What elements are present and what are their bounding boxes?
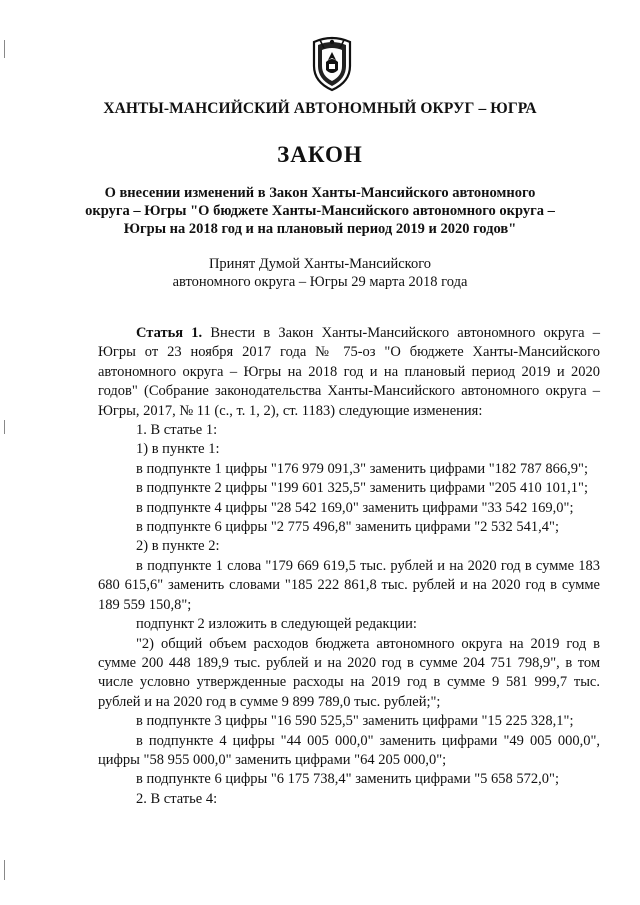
law-title-line: округа – Югры "О бюджете Ханты-Мансийского автономного округа – — [85, 203, 555, 219]
scan-edge-mark — [4, 420, 5, 434]
paragraph: 2) в пункте 2: — [136, 538, 220, 555]
law-title — [80, 184, 560, 238]
paragraph: в подпункте 3 цифры "16 590 525,5" заменить цифрами "15 225 328,1"; — [136, 713, 574, 730]
paragraph: в подпункте 6 цифры "2 775 496,8" заменить цифрами "2 532 541,4"; — [136, 519, 559, 536]
article-label: Статья 1. — [136, 325, 203, 341]
coat-of-arms-icon — [310, 36, 354, 92]
paragraph: 2. В статье 4: — [136, 790, 218, 807]
paragraph: 1. В статье 1: — [136, 422, 218, 439]
scan-edge-mark — [4, 40, 5, 58]
adoption-note-line: автономного округа – Югры 29 марта 2018 года — [172, 274, 468, 290]
law-body — [98, 324, 600, 809]
paragraph: в подпункте 6 цифры "6 175 738,4" заменить цифрами "5 658 572,0"; — [136, 771, 559, 788]
article-text: Внести в Закон Ханты-Мансийского автономного округа – Югры от 23 ноября 2017 года № 75-оз "О бюджете Ханты-Мансийского автономного округа – Югры на 2018 год и на плановый период 2019 и 2020 годов" (Собрание законодательства Ханты-Мансийского автономного округа – Югры, 2017, № 11 (с., т. 1, 2), ст. 1183) следующие изменения: — [98, 325, 601, 419]
document-type: ЗАКОН — [277, 142, 363, 167]
paragraph: в подпункте 1 слова "179 669 619,5 тыс. рублей и на 2020 год в сумме 183 680 615,6" заменить словами "185 222 861,8 тыс. рублей и на 2020 год в сумме 189 559 150,8"; — [98, 557, 600, 613]
law-title-line: О внесении изменений в Закон Ханты-Мансийского автономного — [104, 185, 536, 201]
paragraph: в подпункте 4 цифры "44 005 000,0" заменить цифрами "49 005 000,0", цифры "58 955 000,0" заменить цифрами "64 205 000,0"; — [98, 732, 600, 768]
law-title-line: Югры на 2018 год и на плановый период 2019 и 2020 годов" — [123, 221, 517, 237]
paragraph: в подпункте 2 цифры "199 601 325,5" заменить цифрами "205 410 101,1"; — [136, 480, 588, 497]
region-heading: ХАНТЫ-МАНСИЙСКИЙ АВТОНОМНЫЙ ОКРУГ – ЮГРА — [103, 100, 537, 117]
paragraph: "2) общий объем расходов бюджета автономного округа на 2019 год в сумме 200 448 189,9 тыс. рублей и на 2020 год в сумме 204 751 798,9", в том числе условно утвержденные расходы на 2019 год в сумме 9 581 999,7 тыс. рублей и на 2020 год в сумме 9 899 789,0 тыс. рублей;"; — [98, 635, 600, 710]
paragraph: подпункт 2 изложить в следующей редакции: — [136, 616, 417, 633]
adoption-note — [80, 255, 560, 291]
scan-edge-mark — [4, 860, 5, 880]
adoption-note-line: Принят Думой Ханты-Мансийского — [208, 256, 432, 272]
article-1-paragraph — [98, 324, 600, 421]
paragraph: в подпункте 4 цифры "28 542 169,0" заменить цифрами "33 542 169,0"; — [136, 499, 574, 516]
paragraph: 1) в пункте 1: — [136, 441, 220, 458]
paragraph: в подпункте 1 цифры "176 979 091,3" заменить цифрами "182 787 866,9"; — [136, 460, 588, 477]
